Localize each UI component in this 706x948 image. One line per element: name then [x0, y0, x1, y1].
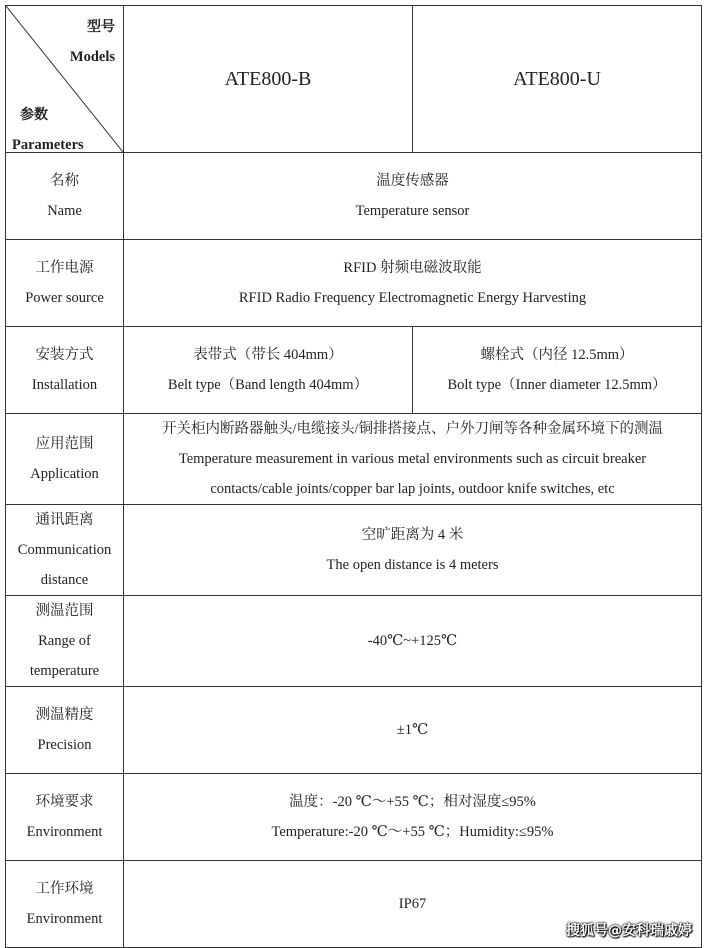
params-en-label: Parameters — [12, 137, 84, 153]
params-zh-label: 参数 — [20, 107, 48, 123]
header-diagonal-cell — [6, 6, 124, 153]
header-row — [6, 6, 702, 153]
row-value: 温度：-20 ℃～+55 ℃；相对湿度≤95% Temperature:-20 ℃～+55 ℃；Humidity:≤95% — [124, 774, 702, 861]
model-b-cell: ATE800-B — [124, 6, 413, 153]
row-label: 测温精度 Precision — [6, 687, 124, 774]
row-range — [6, 596, 702, 687]
row-installation — [6, 327, 702, 414]
row-value: IP67 — [124, 861, 702, 948]
row-value: 空旷距离为 4 米 The open distance is 4 meters — [124, 505, 702, 596]
row-value: 温度传感器 Temperature sensor — [124, 153, 702, 240]
row-label: 应用范围 Application — [6, 414, 124, 505]
row-value-u: 螺栓式（内径 12.5mm） Bolt type（Inner diameter 12.5mm） — [413, 327, 702, 414]
row-label: 名称 Name — [6, 153, 124, 240]
row-value: 开关柜内断路器触头/电缆接头/铜排搭接点、户外刀闸等各种金属环境下的测温 Temperature measurement in various metal environments such as circuit breaker contacts/cable joints/copper bar lap joints, outdoor knife switches, etc — [124, 414, 702, 505]
row-value: ±1℃ — [124, 687, 702, 774]
models-zh-label: 型号 — [87, 19, 115, 35]
row-label: 工作电源 Power source — [6, 240, 124, 327]
row-label: 通讯距离 Communication distance — [6, 505, 124, 596]
row-label: 工作环境 Environment — [6, 861, 124, 948]
models-en-label: Models — [69, 49, 115, 65]
row-name — [6, 153, 702, 240]
watermark: 搜狐号@安科瑞戚婷 — [566, 923, 692, 939]
row-power — [6, 240, 702, 327]
row-value: RFID 射频电磁波取能 RFID Radio Frequency Electromagnetic Energy Harvesting — [124, 240, 702, 327]
model-u-cell: ATE800-U — [413, 6, 702, 153]
row-environment — [6, 774, 702, 861]
row-communication — [6, 505, 702, 596]
row-precision — [6, 687, 702, 774]
row-label: 测温范围 Range of temperature — [6, 596, 124, 687]
row-value-b: 表带式（带长 404mm） Belt type（Band length 404mm） — [124, 327, 413, 414]
spec-table — [5, 5, 702, 948]
row-application — [6, 414, 702, 505]
row-label: 安装方式 Installation — [6, 327, 124, 414]
row-label: 环境要求 Environment — [6, 774, 124, 861]
row-value: -40℃~+125℃ — [124, 596, 702, 687]
